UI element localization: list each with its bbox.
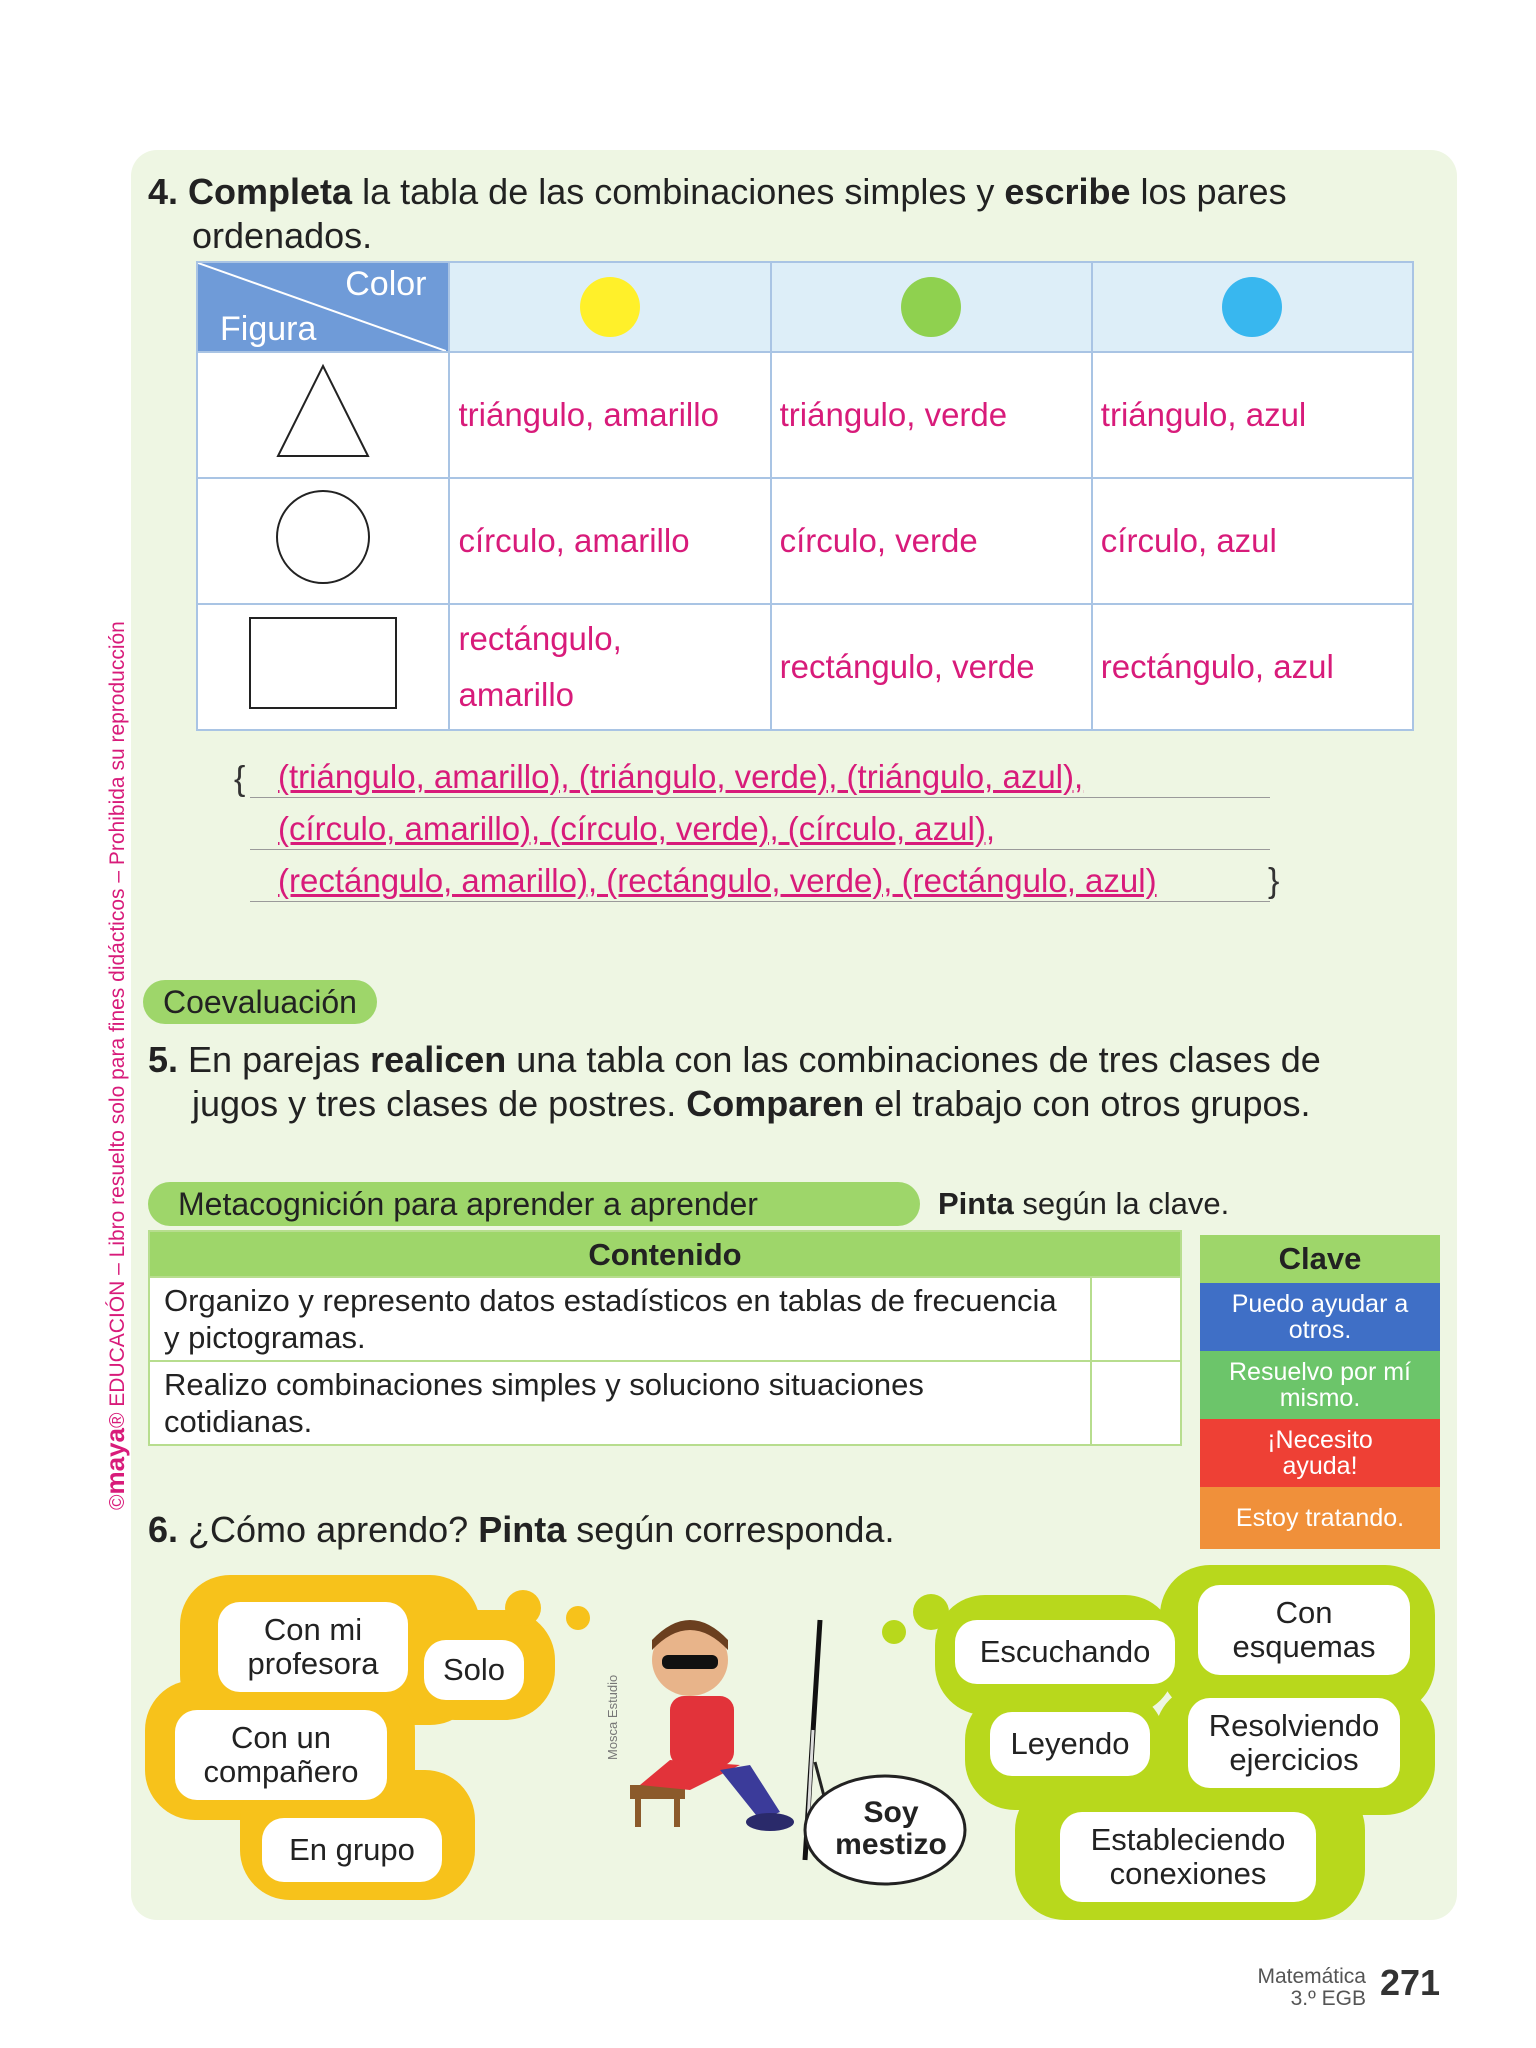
meta-instruction: Pinta según la clave. bbox=[938, 1186, 1230, 1221]
answer-line bbox=[250, 797, 1270, 798]
meta-paint-box[interactable] bbox=[1091, 1277, 1181, 1361]
coevaluacion-label: Coevaluación bbox=[143, 980, 377, 1024]
pairs-line-1: (triángulo, amarillo), (triángulo, verde), (triángulo, azul), bbox=[278, 758, 1084, 795]
table-header-diagonal: Color Figura bbox=[197, 262, 449, 352]
thought-dot bbox=[882, 1620, 906, 1644]
copyright-sidebar: ©maya® EDUCACIÓN – Libro resuelto solo para fines didácticos – Prohibida su reproducción bbox=[100, 621, 130, 1510]
option-con-mi-profesora[interactable]: Con mi profesora bbox=[218, 1602, 408, 1692]
question-5: 5. En parejas realicen una tabla con las combinaciones de tres clases de jugos y tres clases de postres. Comparen el trabajo con otros grupos. bbox=[148, 1039, 1321, 1124]
option-solo[interactable]: Solo bbox=[424, 1640, 524, 1700]
meta-paint-box[interactable] bbox=[1091, 1361, 1181, 1445]
option-con-un-companero[interactable]: Con un compañero bbox=[175, 1710, 387, 1800]
page-number: 271 bbox=[1380, 1962, 1441, 2003]
footer-subject: Matemática 3.º EGB bbox=[1257, 1965, 1366, 2010]
set-close-brace: } bbox=[1268, 862, 1280, 900]
metacognicion-label: Metacognición para aprender a aprender bbox=[148, 1182, 920, 1226]
table-cell: triángulo, azul bbox=[1092, 352, 1413, 478]
option-resolviendo-ejercicios[interactable]: Resolviendo ejercicios bbox=[1188, 1698, 1400, 1788]
pairs-line-3: (rectángulo, amarillo), (rectángulo, verde), (rectángulo, azul) bbox=[278, 862, 1157, 899]
option-con-esquemas[interactable]: Con esquemas bbox=[1198, 1585, 1410, 1675]
clave-item: ¡Necesito ayuda! bbox=[1200, 1419, 1440, 1487]
yellow-dot bbox=[580, 277, 640, 337]
clave-item: Puedo ayudar a otros. bbox=[1200, 1283, 1440, 1351]
meta-row-text: Realizo combinaciones simples y soluciono situaciones cotidianas. bbox=[149, 1361, 1091, 1445]
thought-dot bbox=[913, 1594, 949, 1630]
clave-title: Clave bbox=[1200, 1235, 1440, 1283]
speech-text: Soy mestizo bbox=[835, 1796, 947, 1861]
table-cell: rectángulo, verde bbox=[771, 604, 1092, 730]
meta-header: Contenido bbox=[149, 1231, 1181, 1277]
table-cell: círculo, verde bbox=[771, 478, 1092, 604]
table-cell: círculo, amarillo bbox=[449, 478, 770, 604]
clave-item: Estoy tratando. bbox=[1200, 1487, 1440, 1549]
option-estableciendo-conexiones[interactable]: Estableciendo conexiones bbox=[1060, 1812, 1316, 1902]
table-cell: rectángulo, amarillo bbox=[449, 604, 770, 730]
option-escuchando[interactable]: Escuchando bbox=[955, 1620, 1175, 1684]
question-6: 6. ¿Cómo aprendo? Pinta según corresponda. bbox=[148, 1509, 895, 1550]
triangle-shape bbox=[197, 352, 449, 478]
thought-dot bbox=[566, 1606, 590, 1630]
rectangle-shape bbox=[197, 604, 449, 730]
illustration-credit: Mosca Estudio bbox=[605, 1674, 620, 1760]
answer-line bbox=[250, 849, 1270, 850]
combinations-table bbox=[196, 261, 1414, 731]
table-cell: triángulo, amarillo bbox=[449, 352, 770, 478]
option-en-grupo[interactable]: En grupo bbox=[262, 1818, 442, 1882]
set-open-brace: { bbox=[234, 760, 246, 798]
table-cell: círculo, azul bbox=[1092, 478, 1413, 604]
thought-dot bbox=[505, 1590, 541, 1626]
clave-legend bbox=[1200, 1235, 1440, 1549]
question-4: 4. Completa la tabla de las combinaciones simples y escribe los pares ordenados. bbox=[148, 171, 1287, 256]
green-dot bbox=[901, 277, 961, 337]
answer-line bbox=[250, 901, 1270, 902]
circle-shape bbox=[197, 478, 449, 604]
table-cell: rectángulo, azul bbox=[1092, 604, 1413, 730]
meta-row-text: Organizo y represento datos estadísticos en tablas de frecuencia y pictogramas. bbox=[149, 1277, 1091, 1361]
option-leyendo[interactable]: Leyendo bbox=[990, 1712, 1150, 1776]
table-cell: triángulo, verde bbox=[771, 352, 1092, 478]
clave-item: Resuelvo por mí mismo. bbox=[1200, 1351, 1440, 1419]
metacognition-table bbox=[148, 1230, 1182, 1446]
blue-dot bbox=[1222, 277, 1282, 337]
pairs-line-2: (círculo, amarillo), (círculo, verde), (círculo, azul), bbox=[278, 810, 995, 847]
